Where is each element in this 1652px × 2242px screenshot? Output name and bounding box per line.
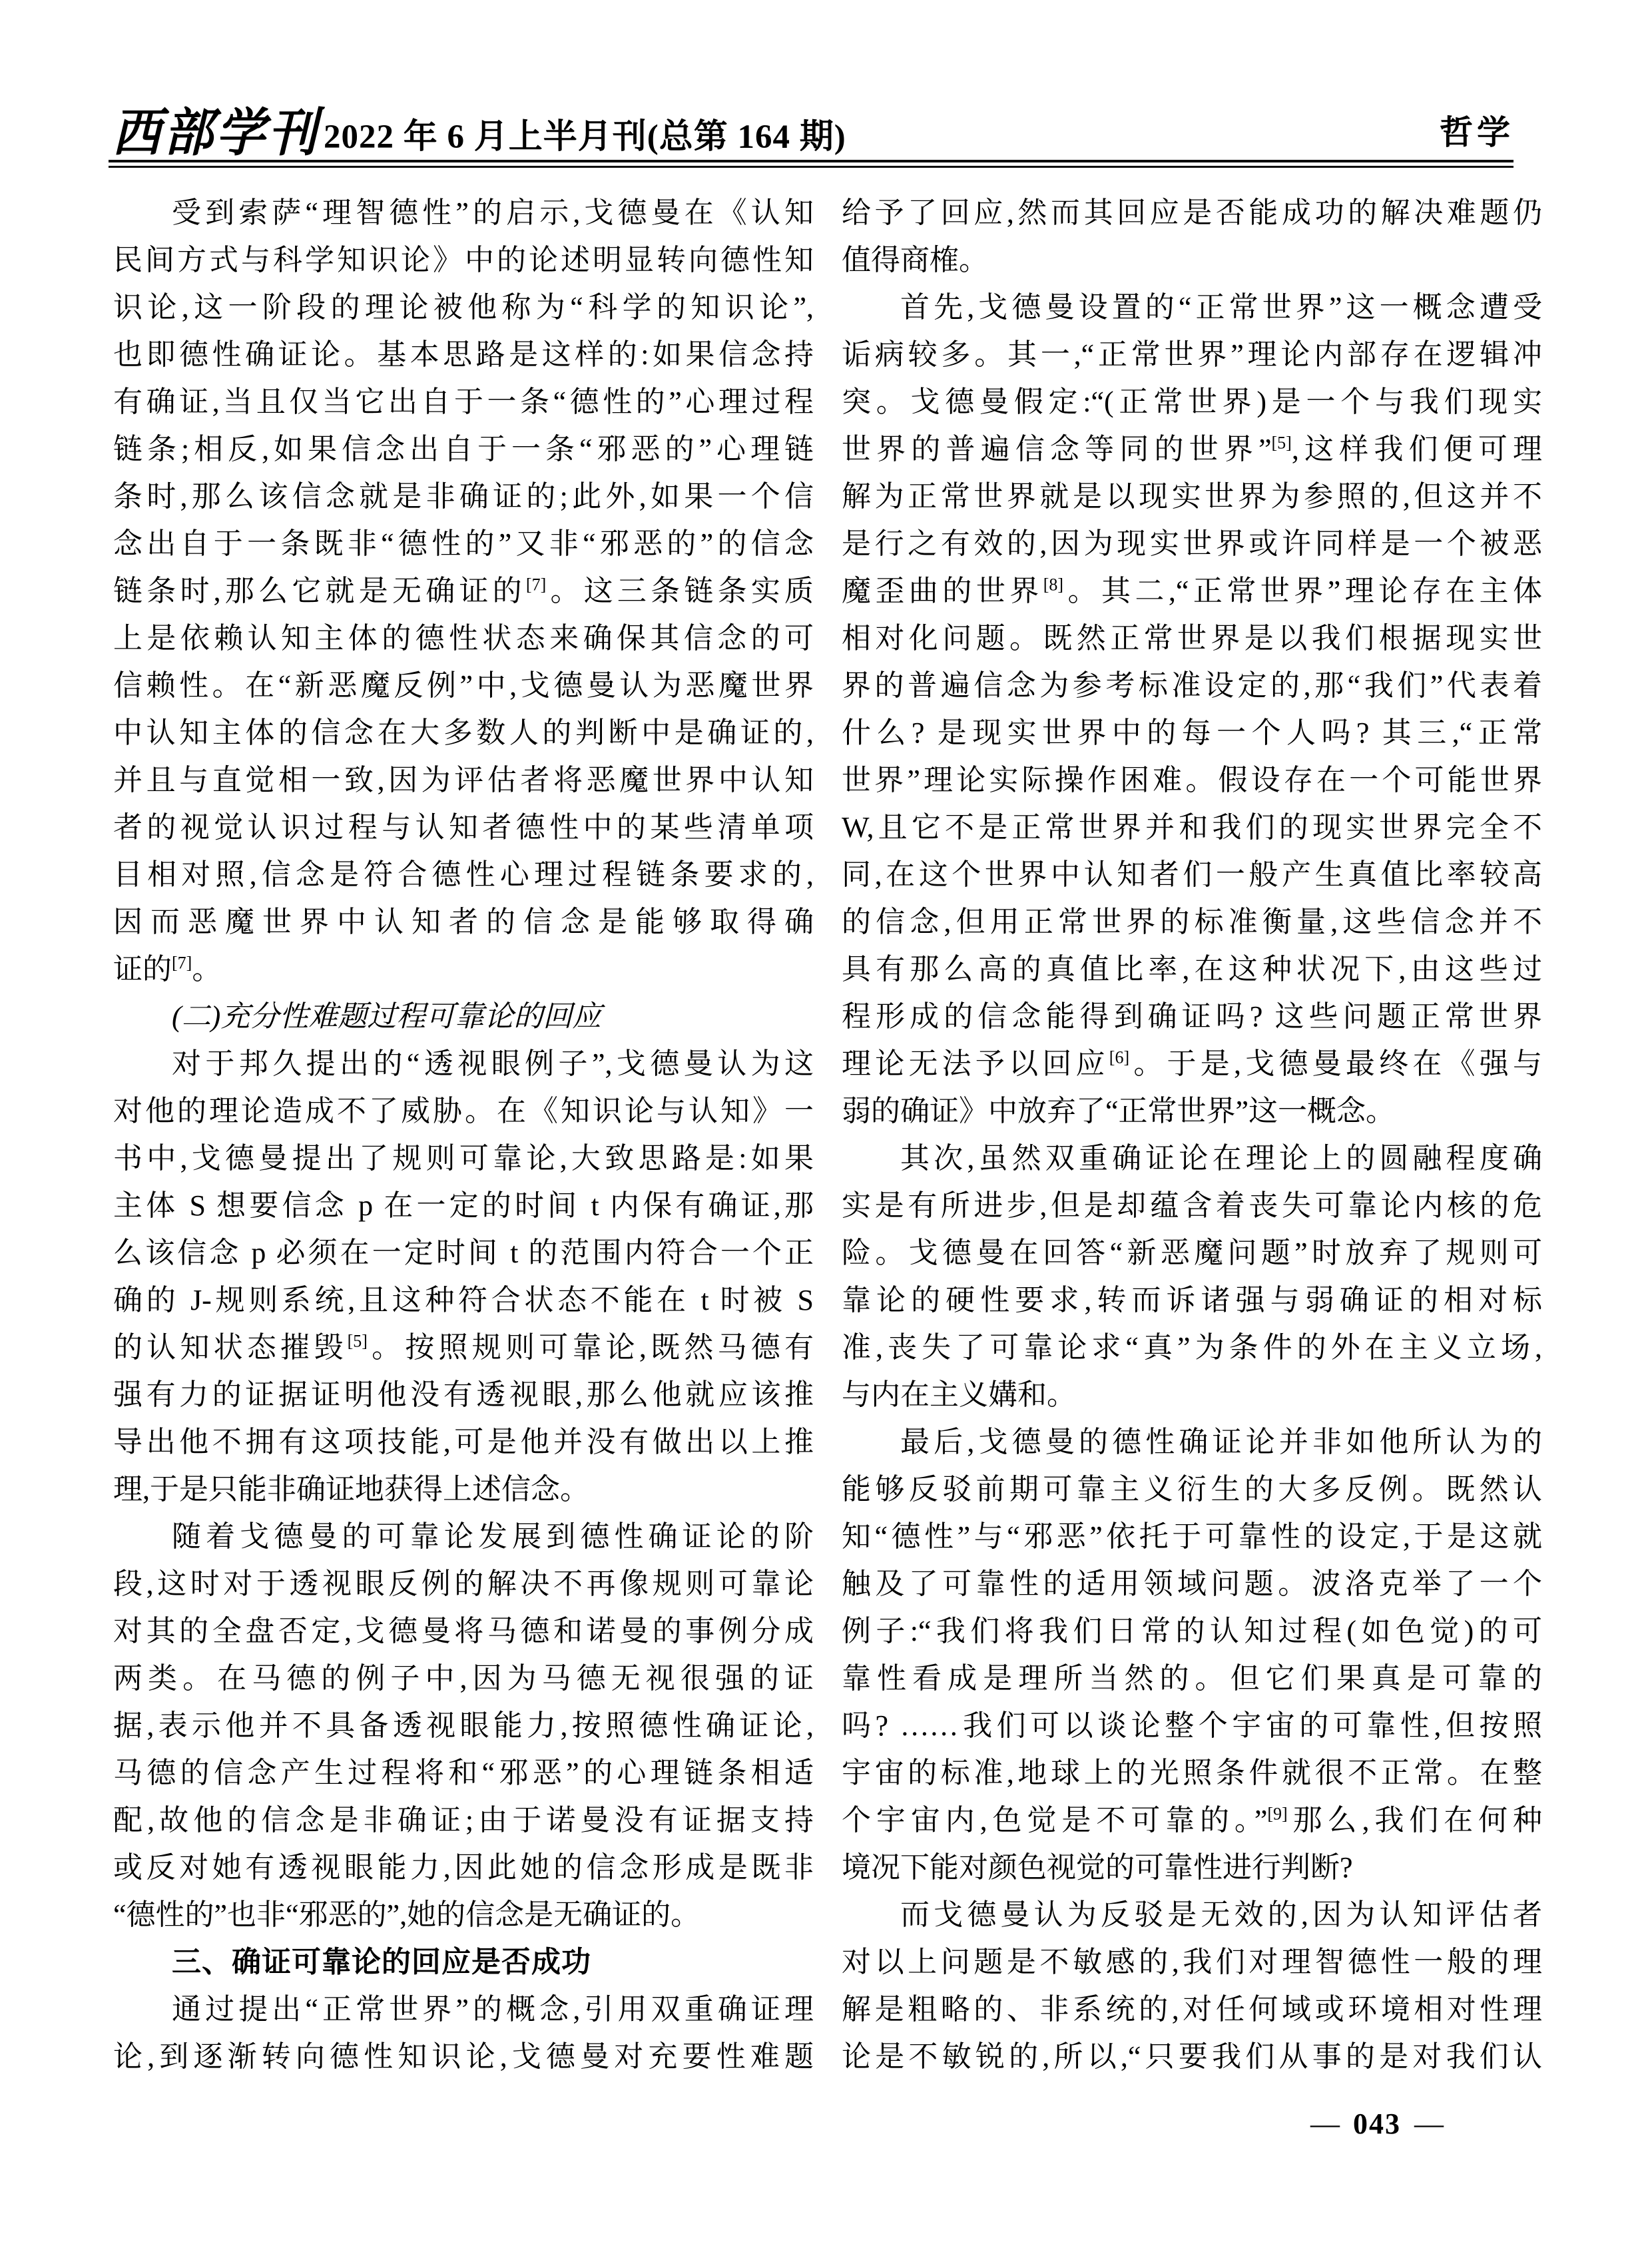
text-line: 配,故他的信念是非确证;由于诺曼没有证据支持	[113, 1804, 814, 1836]
text-line: 具有那么高的真值比率,在这种状况下,由这些过	[842, 953, 1542, 985]
text-line: 论是不敏锐的,所以,“只要我们从事的是对我们认	[842, 2040, 1542, 2073]
text-line: 知“德性”与“邪恶”依托于可靠性的设定,于是这就	[842, 1520, 1542, 1553]
text-line: “德性的”也非“邪恶的”,她的信念是无确证的。	[113, 1898, 700, 1931]
text-line: 通过提出“正常世界”的概念,引用双重确证理	[172, 1993, 814, 2026]
text-line: 魔歪曲的世界[8]。其二,“正常世界”理论存在主体	[842, 575, 1542, 607]
text-line: 对他的理论造成不了威胁。在《知识论与认知》一	[113, 1095, 814, 1127]
text-line: 靠性看成是理所当然的。但它们果真是可靠的	[842, 1662, 1542, 1695]
text-line: 首先,戈德曼设置的“正常世界”这一概念遭受	[900, 291, 1542, 324]
column-right	[842, 189, 1542, 2080]
text-line: 对于邦久提出的“透视眼例子”,戈德曼认为这	[172, 1047, 814, 1080]
footer-dash-right: —	[1414, 2107, 1444, 2140]
text-line: 解是粗略的、非系统的,对任何域或环境相对性理	[842, 1993, 1542, 2026]
text-line: 书中,戈德曼提出了规则可靠论,大致思路是:如果	[113, 1142, 814, 1175]
text-line: 强有力的证据证明他没有透视眼,那么他就应该推	[113, 1378, 814, 1411]
text-line: 最后,戈德曼的德性确证论并非如他所认为的	[900, 1426, 1542, 1458]
text-line: 确的 J-规则系统,且这种符合状态不能在 t 时被 S	[113, 1284, 814, 1316]
text-line: 论,到逐渐转向德性知识论,戈德曼对充要性难题	[113, 2040, 814, 2073]
text-line: 世界的普遍信念等同的世界”[5],这样我们便可理	[842, 433, 1542, 465]
text-line: 什么? 是现实世界中的每一个人吗? 其三,“正常	[842, 716, 1542, 749]
text-line: 随着戈德曼的可靠论发展到德性确证论的阶	[172, 1520, 814, 1553]
text-line: 对其的全盘否定,戈德曼将马德和诺曼的事例分成	[113, 1615, 814, 1647]
text-line: 境况下能对颜色视觉的可靠性进行判断?	[842, 1851, 1353, 1884]
text-line: 证的[7]。	[113, 953, 222, 985]
text-line: 据,表示他并不具备透视眼能力,按照德性确证论,	[113, 1709, 814, 1742]
text-line: 是行之有效的,因为现实世界或许同样是一个被恶	[842, 527, 1542, 560]
text-line: 目相对照,信念是符合德性心理过程链条要求的,	[113, 858, 814, 891]
text-line: 界的普遍信念为参考标准设定的,那“我们”代表着	[842, 669, 1542, 702]
text-line: 马德的信念产生过程将和“邪恶”的心理链条相适	[113, 1757, 814, 1789]
text-line: 的信念,但用正常世界的标准衡量,这些信念并不	[842, 906, 1542, 938]
text-line: 因而恶魔世界中认知者的信念是能够取得确	[113, 906, 814, 938]
journal-logo: 西部学刊	[112, 105, 320, 163]
text-line: 三、确证可靠论的回应是否成功	[172, 1946, 591, 1978]
text-line: 世界”理论实际操作困难。假设存在一个可能世界	[842, 764, 1542, 796]
footer-dash-left: —	[1310, 2107, 1340, 2140]
text-line: 例子:“我们将我们日常的认知过程(如色觉)的可	[842, 1615, 1542, 1647]
text-line: 或反对她有透视眼能力,因此她的信念形成是既非	[113, 1851, 814, 1884]
text-line: 对以上问题是不敏感的,我们对理智德性一般的理	[842, 1946, 1542, 1978]
page-header	[112, 100, 1514, 163]
page-number: 043	[1353, 2107, 1401, 2140]
text-line: 么该信念 p 必须在一定时间 t 的范围内符合一个正	[113, 1237, 814, 1269]
text-line: 受到索萨“理智德性”的启示,戈德曼在《认知	[172, 196, 814, 229]
text-line: 中认知主体的信念在大多数人的判断中是确证的,	[113, 716, 814, 749]
text-line: 与内在主义媾和。	[842, 1378, 1076, 1411]
text-line: (二)充分性难题过程可靠论的回应	[172, 1000, 602, 1033]
text-line: 段,这时对于透视眼反例的解决不再像规则可靠论	[113, 1567, 814, 1600]
text-line: 主体 S 想要信念 p 在一定的时间 t 内保有确证,那	[113, 1189, 814, 1222]
issue-info: 2022 年 6 月上半月刊(总第 164 期)	[324, 119, 846, 156]
text-line: 上是依赖认知主体的德性状态来确保其信念的可	[113, 622, 814, 655]
text-line: 解为正常世界就是以现实世界为参照的,但这并不	[842, 480, 1542, 513]
text-line: 链条时,那么它就是无确证的[7]。这三条链条实质	[113, 575, 814, 607]
text-line: 同,在这个世界中认知者们一般产生真值比率较高	[842, 858, 1542, 891]
text-line: 准,丧失了可靠论求“真”为条件的外在主义立场,	[842, 1331, 1542, 1364]
text-line: 其次,虽然双重确证论在理论上的圆融程度确	[900, 1142, 1542, 1175]
page-footer	[1310, 2109, 1444, 2139]
text-line: 宇宙的标准,地球上的光照条件就很不正常。在整	[842, 1757, 1542, 1789]
text-line: 链条;相反,如果信念出自于一条“邪恶的”心理链	[113, 433, 814, 465]
text-line: 有确证,当且仅当它出自于一条“德性的”心理过程	[113, 386, 814, 418]
column-left	[113, 189, 814, 2080]
header-rule	[109, 160, 1514, 168]
text-line: 而戈德曼认为反驳是无效的,因为认知评估者	[900, 1898, 1542, 1931]
text-line: 理,于是只能非确证地获得上述信念。	[113, 1473, 589, 1506]
text-line: 导出他不拥有这项技能,可是他并没有做出以上推	[113, 1426, 814, 1458]
text-line: 实是有所进步,但是却蕴含着丧失可靠论内核的危	[842, 1189, 1542, 1222]
text-line: 念出自于一条既非“德性的”又非“邪恶的”的信念	[113, 527, 814, 560]
text-line: 给予了回应,然而其回应是否能成功的解决难题仍	[842, 196, 1542, 229]
text-line: 识论,这一阶段的理论被他称为“科学的知识论”,	[113, 291, 814, 324]
text-line: 程形成的信念能得到确证吗? 这些问题正常世界	[842, 1000, 1542, 1033]
text-line: 吗? ……我们可以谈论整个宇宙的可靠性,但按照	[842, 1709, 1542, 1742]
text-line: 的认知状态摧毁[5]。按照规则可靠论,既然马德有	[113, 1331, 814, 1364]
text-line: 条时,那么该信念就是非确证的;此外,如果一个信	[113, 480, 814, 513]
text-line: 相对化问题。既然正常世界是以我们根据现实世	[842, 622, 1542, 655]
text-line: 能够反驳前期可靠主义衍生的大多反例。既然认	[842, 1473, 1542, 1506]
text-line: 值得商榷。	[842, 244, 988, 276]
article-body	[113, 189, 1542, 2080]
text-line: 险。戈德曼在回答“新恶魔问题”时放弃了规则可	[842, 1237, 1542, 1269]
text-line: 弱的确证》中放弃了“正常世界”这一概念。	[842, 1095, 1396, 1127]
section-label: 哲学	[1440, 114, 1514, 151]
text-line: 并且与直觉相一致,因为评估者将恶魔世界中认知	[113, 764, 814, 796]
text-line: 者的视觉认识过程与认知者德性中的某些清单项	[113, 811, 814, 844]
text-line: 信赖性。在“新恶魔反例”中,戈德曼认为恶魔世界	[113, 669, 814, 702]
text-line: 诟病较多。其一,“正常世界”理论内部存在逻辑冲	[842, 338, 1542, 371]
text-line: 两类。在马德的例子中,因为马德无视很强的证	[113, 1662, 814, 1695]
text-line: 突。戈德曼假定:“(正常世界)是一个与我们现实	[842, 386, 1542, 418]
text-line: 理论无法予以回应[6]。于是,戈德曼最终在《强与	[842, 1047, 1542, 1080]
text-line: 民间方式与科学知识论》中的论述明显转向德性知	[113, 244, 814, 276]
text-line: W,且它不是正常世界并和我们的现实世界完全不	[842, 811, 1542, 844]
text-line: 靠论的硬性要求,转而诉诸强与弱确证的相对标	[842, 1284, 1542, 1316]
text-line: 个宇宙内,色觉是不可靠的。”[9]那么,我们在何种	[842, 1804, 1542, 1836]
text-line: 触及了可靠性的适用领域问题。波洛克举了一个	[842, 1567, 1542, 1600]
text-line: 也即德性确证论。基本思路是这样的:如果信念持	[113, 338, 814, 371]
